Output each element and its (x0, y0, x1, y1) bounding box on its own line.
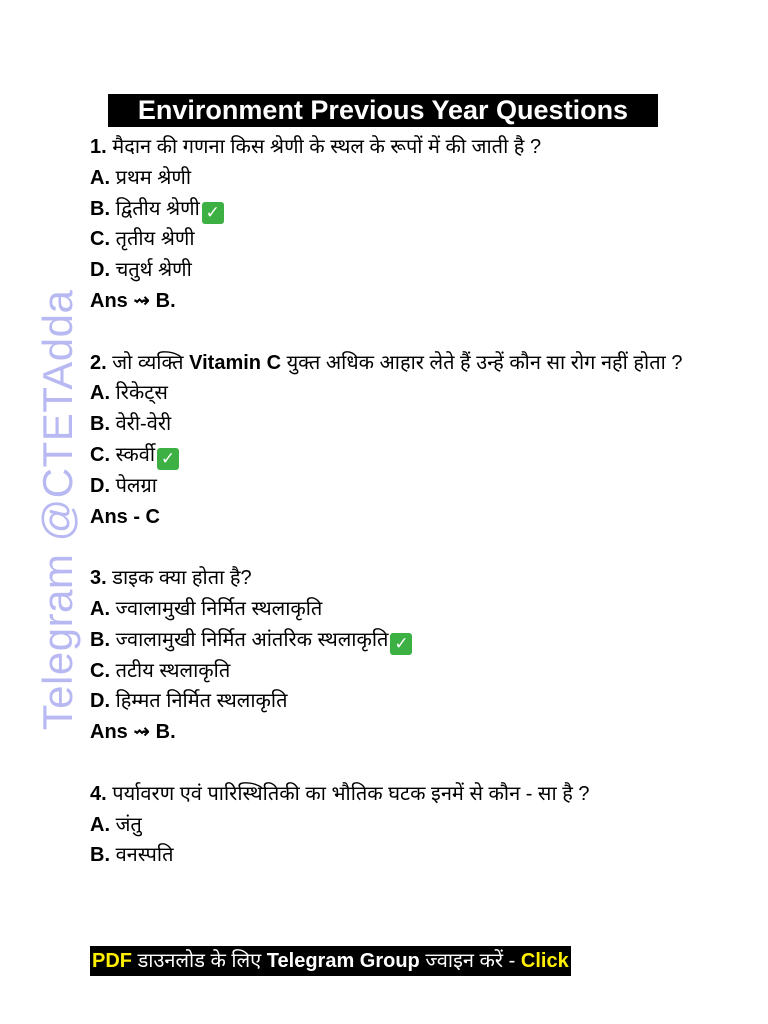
option-label: C. (90, 659, 110, 682)
telegram-watermark: Telegram @CTETAdda (34, 289, 81, 731)
option-text: ज्वालामुखी निर्मित आंतरिक स्थलाकृति (115, 628, 389, 651)
option-b (90, 409, 690, 440)
check-mark-icon: ✓ (157, 448, 179, 470)
option-b (90, 840, 690, 871)
page-title: Environment Previous Year Questions (108, 94, 658, 127)
option-a (90, 163, 690, 194)
option-text: रिकेट्स (115, 382, 168, 405)
option-text: तटीय स्थलाकृति (115, 659, 231, 682)
question-number: 3. (90, 567, 107, 590)
option-label: A. (90, 813, 110, 836)
option-label: A. (90, 382, 110, 405)
option-b (90, 625, 690, 656)
option-text: प्रथम श्रेणी (115, 166, 192, 189)
option-text: वनस्पति (115, 844, 174, 867)
footer-text: डाउनलोड के लिए (137, 950, 262, 972)
option-label: D. (90, 690, 110, 713)
option-c (90, 656, 690, 687)
question-text: पर्यावरण एवं पारिस्थितिकी का भौतिक घटक इनमें से कौन - सा है ? (112, 782, 590, 805)
answer-line: Ans - C (90, 505, 160, 528)
option-label: C. (90, 443, 110, 466)
option-label: C. (90, 228, 110, 251)
question-3 (90, 563, 690, 594)
option-label: B. (90, 844, 110, 867)
check-mark-icon: ✓ (202, 202, 224, 224)
option-label: B. (90, 413, 110, 436)
question-4 (90, 779, 690, 810)
option-text: द्वितीय श्रेणी (115, 197, 200, 220)
option-text: चतुर्थ श्रेणी (115, 259, 192, 282)
option-text: पेलग्रा (115, 474, 157, 497)
option-label: D. (90, 474, 110, 497)
option-c (90, 440, 690, 471)
answer-line: Ans ⇝ B. (90, 721, 176, 744)
option-label: A. (90, 597, 110, 620)
question-text: जो व्यक्ति (112, 351, 184, 374)
option-a (90, 594, 690, 625)
option-a (90, 378, 690, 409)
question-number: 1. (90, 136, 107, 158)
option-d (90, 471, 690, 502)
footer-text: ज्वाइन करें - (425, 950, 516, 972)
option-text: ज्वालामुखी निर्मित स्थलाकृति (115, 597, 323, 620)
questions-list (90, 132, 690, 871)
telegram-download-banner[interactable] (90, 946, 571, 976)
question-text-english: Vitamin C (189, 351, 282, 374)
check-mark-icon: ✓ (390, 633, 412, 655)
footer-telegram: Telegram Group (266, 950, 420, 972)
question-1 (90, 132, 690, 163)
option-d (90, 255, 690, 286)
option-text: वेरी-वेरी (115, 413, 172, 436)
option-label: B. (90, 197, 110, 220)
footer-pdf: PDF (92, 950, 132, 972)
question-text: मैदान की गणना किस श्रेणी के स्थल के रूपों में की जाती है ? (112, 136, 542, 158)
option-c (90, 224, 690, 255)
option-label: A. (90, 166, 110, 189)
question-2 (90, 348, 690, 379)
question-text: युक्त अधिक आहार लेते हैं उन्हें कौन सा रोग नहीं होता ? (286, 351, 683, 374)
option-b (90, 194, 690, 225)
option-label: D. (90, 259, 110, 282)
option-text: स्कर्वी (115, 443, 156, 466)
answer-line: Ans ⇝ B. (90, 289, 176, 312)
option-text: हिम्मत निर्मित स्थलाकृति (115, 690, 288, 713)
question-number: 4. (90, 782, 107, 805)
option-label: B. (90, 628, 110, 651)
option-text: तृतीय श्रेणी (115, 228, 195, 251)
question-text: डाइक क्या होता है? (112, 567, 252, 590)
option-text: जंतु (115, 813, 142, 836)
option-a (90, 810, 690, 841)
option-d (90, 686, 690, 717)
click-link[interactable]: Click (520, 950, 569, 972)
question-number: 2. (90, 351, 107, 374)
